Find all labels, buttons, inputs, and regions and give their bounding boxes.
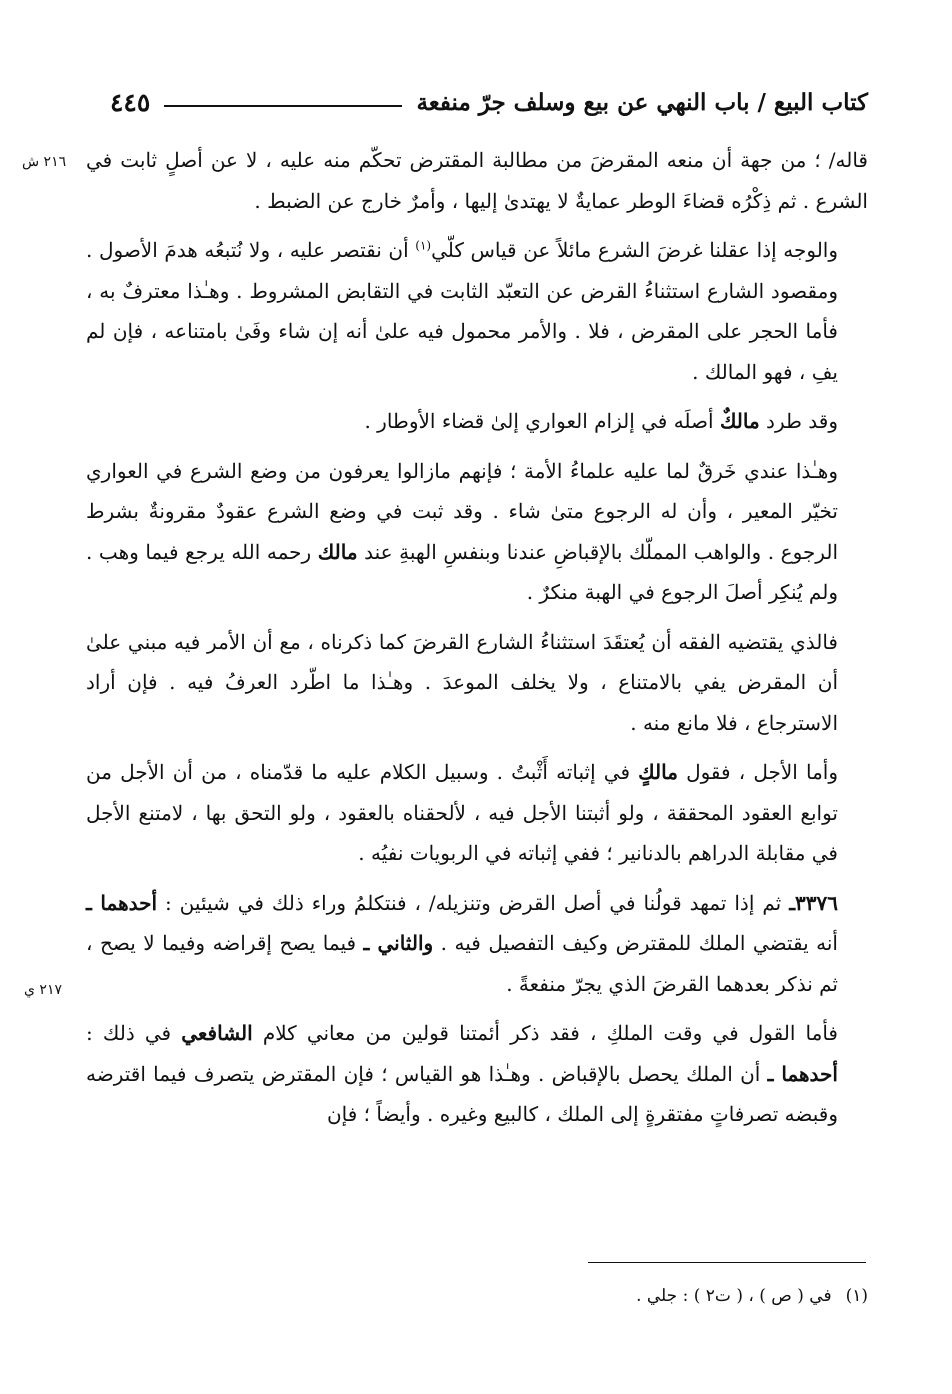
page-number: ٤٤٥ bbox=[110, 87, 151, 117]
paragraph-2 bbox=[86, 230, 868, 392]
paragraph-5-text: فالذي يقتضيه الفقه أن يُعتقَدَ استثناءُ الشارع القرضَ كما ذكرناه ، مع أن الأمر فيه مبني علىٰ أن المقرض يفي بالامتناع ، ولا يخلف الموعدَ . وهـٰذا ما اطّرد العرفُ فيه . فإن أراد الاسترجاع ، فلا مانع منه . bbox=[86, 629, 838, 735]
paragraph-6-bold: مالكٍ bbox=[638, 760, 678, 784]
paragraph-3 bbox=[86, 401, 868, 442]
paragraph-7-text-c: فيما يصح إقراضه وفيما لا يصح ، ثم نذكر بعدهما القرضَ الذي يجرّ منفعةً . bbox=[86, 931, 838, 996]
paragraph-4-bold: مالك bbox=[317, 539, 358, 564]
paragraph-1-text: قاله/ ؛ من جهة أن منعه المقرضَ من مطالبة المقترض تحكّم منه عليه ، لا عن أصلٍ ثابت في الشرع . ثم ذِكْرُه قضاءَ الوطر عمايةٌ لا يهتدىٰ إليها ، وأمرٌ خارج عن الضبط . bbox=[86, 148, 868, 213]
paragraph-7-bold-2: والثاني ـ bbox=[363, 931, 434, 955]
paragraph-3-bold: مالكٌ bbox=[719, 409, 760, 433]
paragraph-8-text-a: فأما القول في وقت الملكِ ، فقد ذكر أئمتنا قولين من معاني كلام bbox=[252, 1021, 838, 1045]
paragraph-7 bbox=[86, 883, 868, 1005]
paragraph-8 bbox=[86, 1013, 868, 1135]
paragraph-1 bbox=[86, 140, 868, 221]
footnote-text: في ( ص ) ، ( ت٢ ) : جلي . bbox=[636, 1286, 832, 1306]
paragraph-8-bold-1: الشافعي bbox=[181, 1021, 253, 1045]
running-header bbox=[110, 80, 868, 124]
paragraph-6-text-a: وأما الأجل ، فقول bbox=[677, 760, 838, 784]
paragraph-6-text-b: في إثباته أَثْبتُ . وسبيل الكلام عليه ما قدّمناه ، من أن الأجل من توابع العقود المحققة ، ولو أثبتنا الأجل فيه ، لألحقناه بالعقود ، ولو التحق بها ، لامتنع الأجل في مقابلة الدراهم بالدنانير ؛ ففي إثباته في الربويات نفيُه . bbox=[86, 760, 838, 865]
margin-note-217: ٢١٧ ي bbox=[24, 982, 62, 998]
paragraph-2-text-a: والوجه إذا عقلنا غرضَ الشرع مائلاً عن قياس كلّي bbox=[431, 238, 838, 262]
footnote-ref: (١) bbox=[415, 238, 432, 253]
paragraph-7-text-a: ثم إذا تمهد قولُنا في أصل القرض وتنزيله/ ، فنتكلمُ وراء ذلك في شيئين : bbox=[157, 890, 790, 915]
header-title: كتاب البيع / باب النهي عن بيع وسلف جرّ منفعة bbox=[416, 88, 868, 116]
paragraph-6 bbox=[86, 752, 868, 874]
paragraph-8-text-c: أن الملك يحصل بالإقباض . وهـٰذا هو القياس ؛ فإن المقترض يتصرف فيما اقترضه وقبضه تصرفاتٍ مفتقرةٍ إلى الملك ، كالبيع وغيره . وأيضاً ؛ فإن bbox=[86, 1061, 838, 1126]
paragraph-4 bbox=[86, 451, 868, 613]
paragraph-8-bold-2: أحدهما ـ bbox=[767, 1061, 838, 1086]
margin-note-216: ٢١٦ ش bbox=[22, 154, 67, 170]
paragraph-2-text-b: أن نقتصر عليه ، ولا نُتبعُه هدمَ الأصول . ومقصود الشارع استثناءُ القرض عن التعبّد الثابت في التقابض المشروط . وهـٰذا معترفٌ به ، فأما الحجر على المقرض ، فلا . والأمر محمول فيه علىٰ أنه إن شاء وفَىٰ بامتناعه ، فإن لم يفِ ، فهو المالك . bbox=[86, 238, 838, 384]
paragraph-8-text-b: في ذلك : bbox=[86, 1021, 182, 1045]
paragraph-7-bold-1: أحدهما ـ bbox=[86, 890, 158, 915]
footnote bbox=[86, 1286, 868, 1306]
paragraph-7-text-b: أنه يقتضي الملك للمقترض وكيف التفصيل فيه . bbox=[433, 931, 838, 955]
footnote-separator bbox=[588, 1262, 866, 1263]
header-rule bbox=[164, 105, 402, 107]
paragraph-4-text-b: رحمه الله يرجع فيما وهب . ولم يُنكِر أصلَ الرجوع في الهبة منكرٌ . bbox=[86, 539, 838, 604]
paragraph-3-text-a: وقد طرد bbox=[759, 409, 838, 433]
footnote-number: (١) bbox=[845, 1286, 868, 1306]
main-text bbox=[86, 140, 868, 1144]
paragraph-4-text-a: وهـٰذا عندي خَرقٌ لما عليه علماءُ الأمة ؛ فإنهم مازالوا يعرفون من وضع الشرع في العواري تخيّر المعير ، وأن له الرجوع متىٰ شاء . وقد ثبت في وضع الشرع عقودٌ مقرونةٌ بشرط الرجوع . والواهب المملّك بالإقباضِ عندنا وبنفسِ الهبةِ عند bbox=[86, 458, 838, 564]
paragraph-5 bbox=[86, 622, 868, 744]
section-number: ٣٣٧٦ـ bbox=[789, 890, 839, 915]
paragraph-3-text-b: أصلَه في إلزام العواري إلىٰ قضاء الأوطار . bbox=[364, 409, 720, 433]
